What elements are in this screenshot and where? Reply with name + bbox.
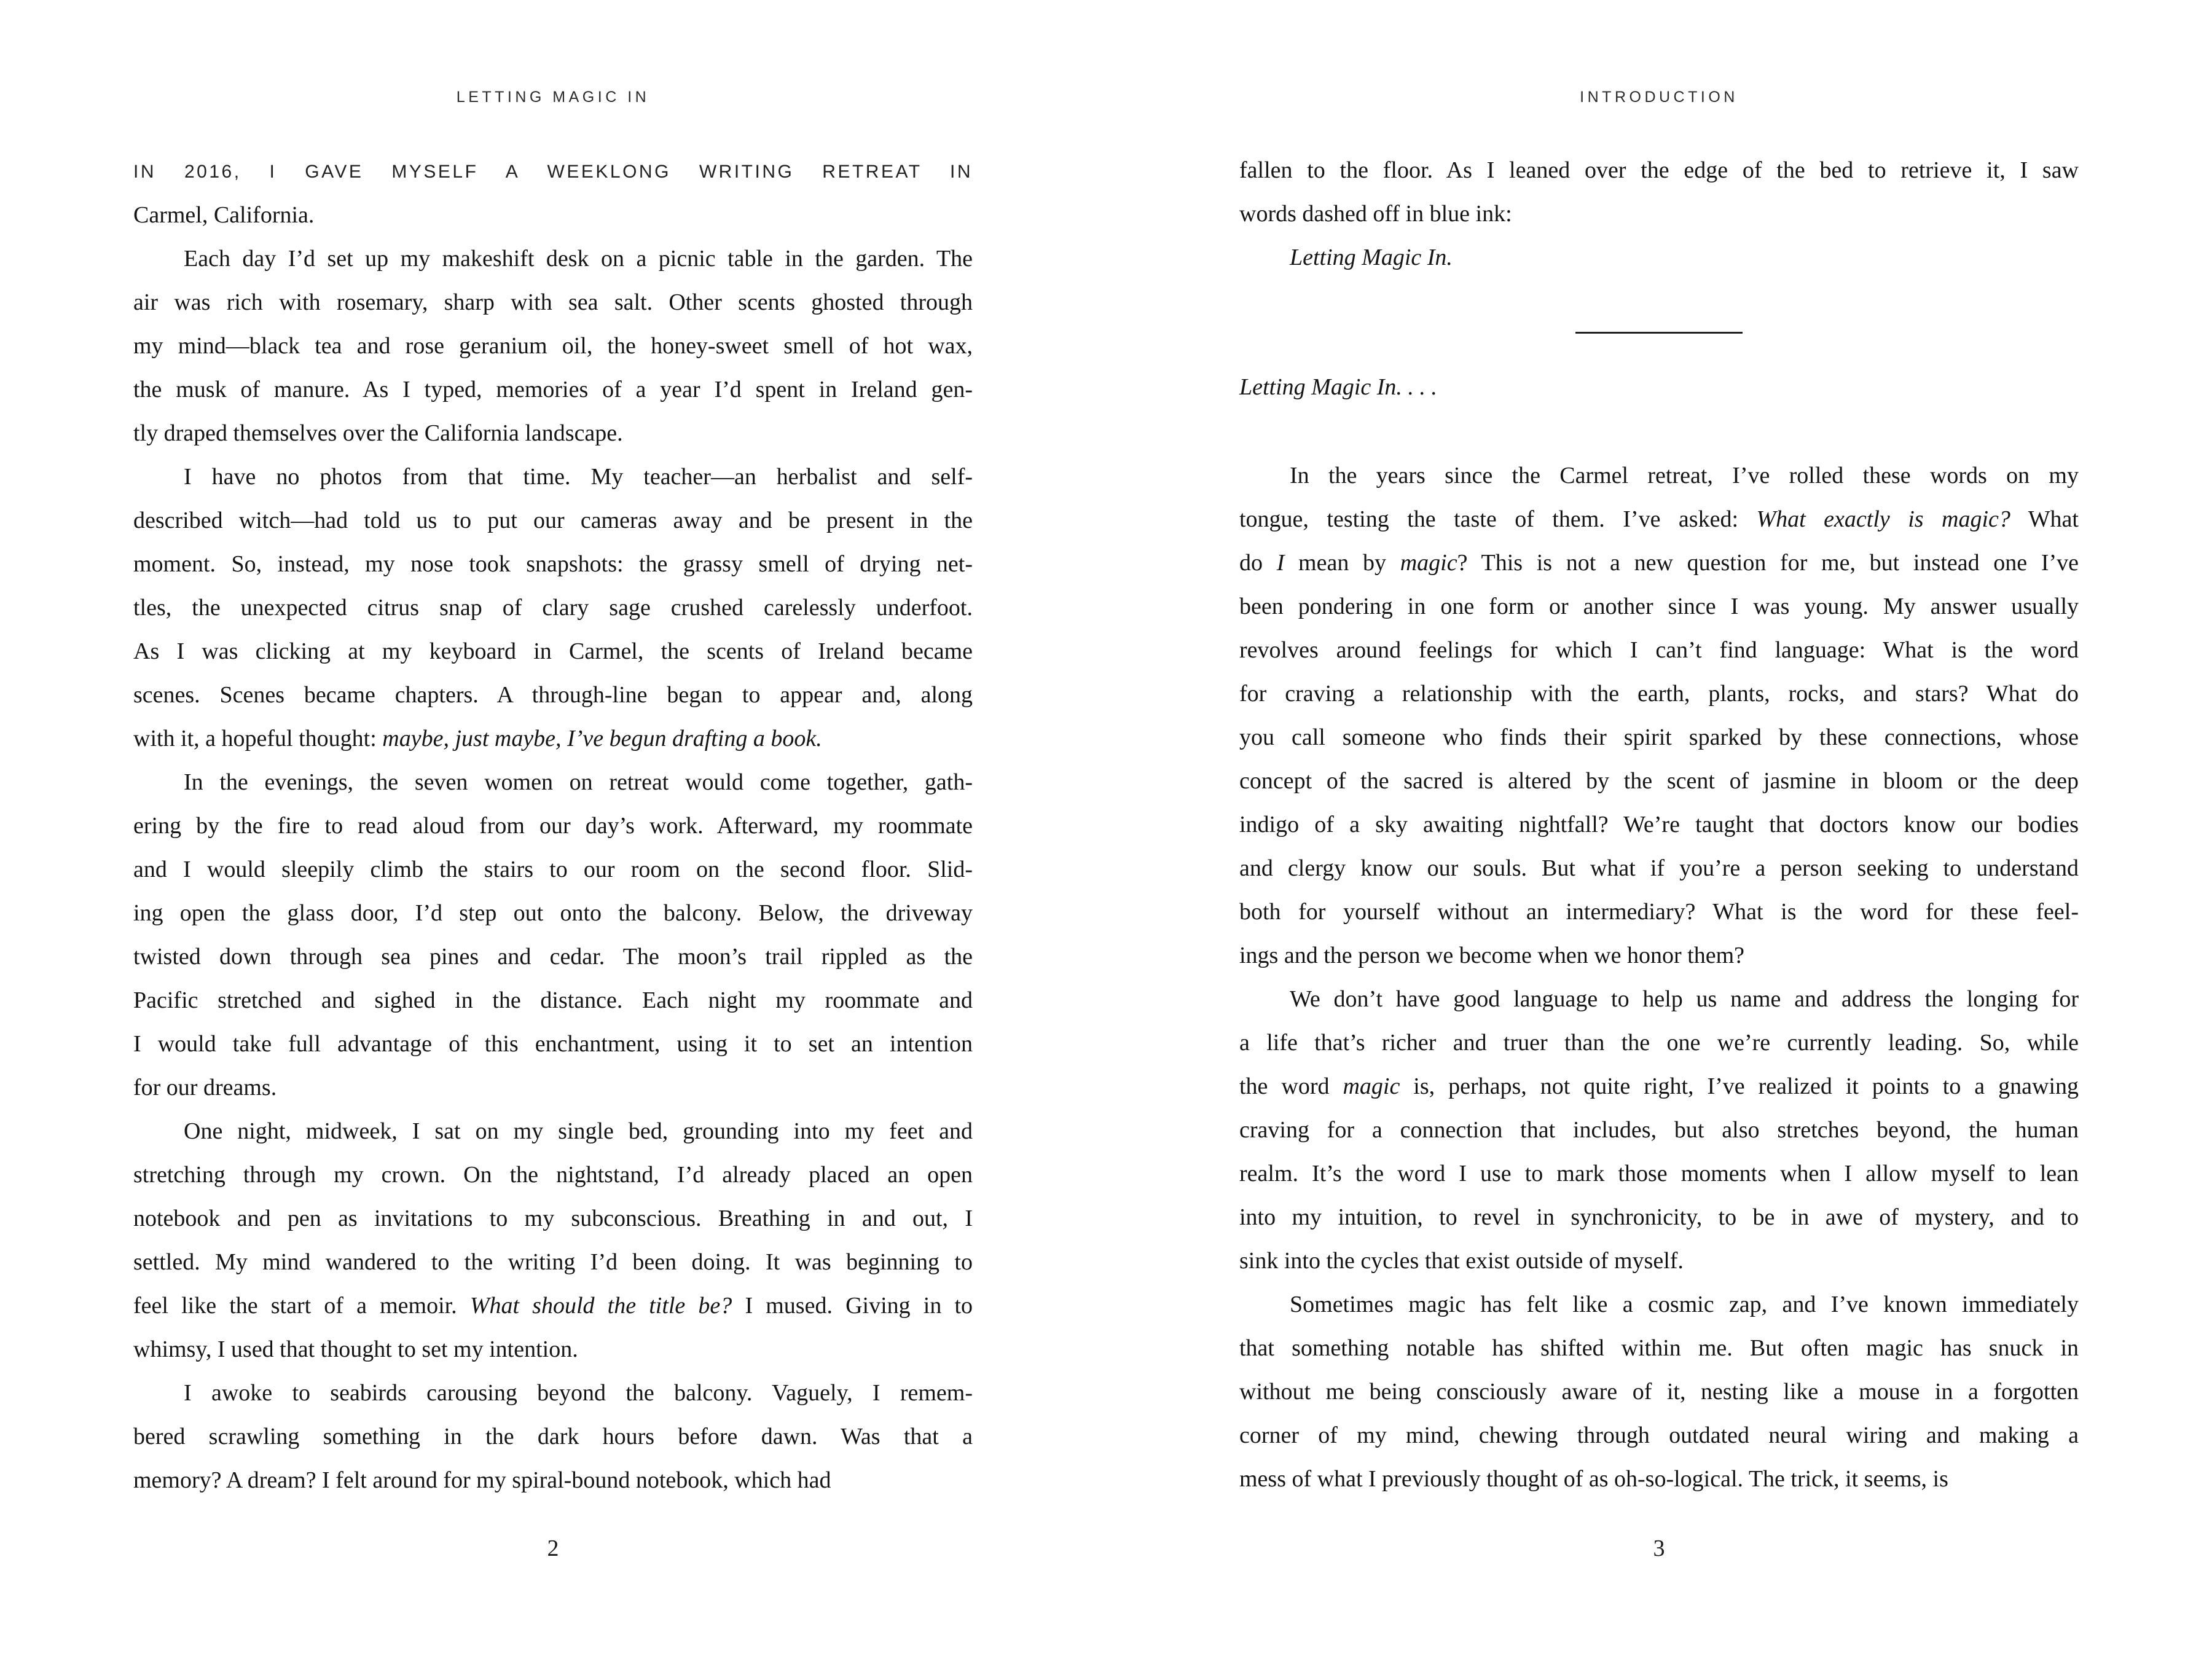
text-line xyxy=(133,499,973,543)
paragraph xyxy=(1239,978,2079,1283)
text-line xyxy=(133,412,973,455)
text-run: What xyxy=(2010,506,2079,532)
text-run: both for yourself without an intermediary? What is the word for these feel- xyxy=(1239,899,2079,925)
italic-run: magic xyxy=(1400,550,1457,576)
text-line xyxy=(133,1197,973,1241)
text-run: whimsy, I used that thought to set my intention. xyxy=(133,1336,578,1362)
text-line xyxy=(1239,803,2079,847)
text-line xyxy=(133,543,973,586)
text-run: into my intuition, to revel in synchronicity, to be in awe of mystery, and to xyxy=(1239,1204,2079,1230)
text-line xyxy=(1239,236,2079,280)
text-line xyxy=(1239,672,2079,716)
text-line xyxy=(133,1371,973,1415)
text-line xyxy=(133,586,973,630)
paragraph xyxy=(133,149,973,237)
text-run: my mind—black tea and rose geranium oil, the honey-sweet smell of hot wax, xyxy=(133,333,973,359)
text-line xyxy=(1239,585,2079,629)
text-line xyxy=(133,1284,973,1328)
text-run: I have no photos from that time. My teacher—an herbalist and self- xyxy=(184,464,973,490)
page-right xyxy=(1106,0,2212,1659)
paragraph xyxy=(133,237,973,455)
text-run: with it, a hopeful thought: xyxy=(133,726,383,751)
text-run: As I was clicking at my keyboard in Carmel, the scents of Ireland became xyxy=(133,638,973,664)
paragraph xyxy=(1239,366,2079,409)
italic-run: magic xyxy=(1343,1073,1400,1099)
text-run: do xyxy=(1239,550,1277,576)
text-run: for our dreams. xyxy=(133,1075,277,1100)
text-run: In the years since the Carmel retreat, I’ve rolled these words on my xyxy=(1290,463,2079,488)
text-run: I awoke to seabirds carousing beyond the balcony. Vaguely, I remem- xyxy=(184,1380,973,1406)
text-line xyxy=(133,804,973,848)
text-run: memory? A dream? I felt around for my spiral-bound notebook, which had xyxy=(133,1467,831,1493)
text-line xyxy=(133,237,973,281)
text-block-left xyxy=(133,149,973,1502)
page-number-right: 3 xyxy=(1653,1535,1665,1561)
italic-run: maybe, just maybe, I’ve begun drafting a book. xyxy=(382,726,822,751)
text-line xyxy=(133,1066,973,1110)
text-run: the word xyxy=(1239,1073,1343,1099)
text-run: corner of my mind, chewing through outdated neural wiring and making a xyxy=(1239,1422,2079,1448)
text-line xyxy=(1239,149,2079,192)
text-run: you call someone who finds their spirit sparked by these connections, whose xyxy=(1239,724,2079,750)
text-run: without me being consciously aware of it, nesting like a mouse in a forgotten xyxy=(1239,1379,2079,1405)
text-run: a life that’s richer and truer than the one we’re currently leading. So, while xyxy=(1239,1030,2079,1056)
text-line xyxy=(1239,1327,2079,1370)
text-line xyxy=(1239,192,2079,236)
italic-run: Letting Magic In. . . . xyxy=(1239,374,1437,400)
paragraph xyxy=(133,455,973,761)
text-line xyxy=(1239,978,2079,1021)
text-run: sink into the cycles that exist outside of myself. xyxy=(1239,1248,1684,1274)
italic-run: Letting Magic In. xyxy=(1290,245,1453,270)
text-run: One night, midweek, I sat on my single bed, grounding into my feet and xyxy=(184,1118,973,1144)
text-line xyxy=(1239,454,2079,498)
text-run: craving for a connection that includes, but also stretches beyond, the human xyxy=(1239,1117,2079,1143)
text-run: ering by the fire to read aloud from our day’s work. Afterward, my roommate xyxy=(133,813,973,839)
text-run: tly draped themselves over the California landscape. xyxy=(133,420,623,446)
text-line xyxy=(133,1153,973,1197)
text-line xyxy=(133,149,973,194)
text-run: I mused. Giving in to xyxy=(732,1293,973,1319)
text-line xyxy=(1239,716,2079,759)
text-line xyxy=(133,717,973,761)
text-run: tongue, testing the taste of them. I’ve asked: xyxy=(1239,506,1757,532)
paragraph xyxy=(1239,1283,2079,1501)
text-run: tles, the unexpected citrus snap of clary sage crushed carelessly underfoot. xyxy=(133,595,973,621)
text-line xyxy=(1239,629,2079,672)
text-run: I would take full advantage of this enchantment, using it to set an intention xyxy=(133,1031,973,1057)
text-run: ing open the glass door, I’d step out onto the balcony. Below, the driveway xyxy=(133,900,973,926)
text-run: In the evenings, the seven women on retreat would come together, gath- xyxy=(184,769,973,795)
text-line xyxy=(1239,934,2079,978)
paragraph xyxy=(1239,236,2079,280)
text-run: the musk of manure. As I typed, memories of a year I’d spent in Ireland gen- xyxy=(133,377,973,402)
paragraph xyxy=(1239,454,2079,978)
text-run: ings and the person we become when we honor them? xyxy=(1239,943,1745,968)
text-run: that something notable has shifted within me. But often magic has snuck in xyxy=(1239,1335,2079,1361)
text-run: and I would sleepily climb the stairs to our room on the second floor. Slid- xyxy=(133,857,973,882)
page-number-left: 2 xyxy=(547,1535,559,1561)
text-run: is, perhaps, not quite right, I’ve realized it points to a gnawing xyxy=(1400,1073,2079,1099)
text-run: ? This is not a new question for me, but instead one I’ve xyxy=(1457,550,2079,576)
text-run: revolves around feelings for which I can’t find language: What is the word xyxy=(1239,637,2079,663)
text-run: air was rich with rosemary, sharp with sea salt. Other scents ghosted through xyxy=(133,289,973,315)
text-run: mean by xyxy=(1284,550,1400,576)
text-line xyxy=(1239,498,2079,541)
italic-run: I xyxy=(1276,550,1285,576)
text-line xyxy=(1239,890,2079,934)
text-run: scenes. Scenes became chapters. A through-line began to appear and, along xyxy=(133,682,973,708)
paragraph xyxy=(133,1110,973,1371)
text-line xyxy=(1239,1239,2079,1283)
text-line xyxy=(133,368,973,412)
text-run: indigo of a sky awaiting nightfall? We’re taught that doctors know our bodies xyxy=(1239,812,2079,837)
text-line xyxy=(1239,1414,2079,1457)
text-run: for craving a relationship with the earth, plants, rocks, and stars? What do xyxy=(1239,681,2079,707)
text-run: been pondering in one form or another since I was young. My answer usually xyxy=(1239,594,2079,619)
text-run: notebook and pen as invitations to my subconscious. Breathing in and out, I xyxy=(133,1206,973,1231)
text-run: Sometimes magic has felt like a cosmic zap, and I’ve known immediately xyxy=(1290,1292,2079,1317)
text-line xyxy=(133,455,973,499)
paragraph xyxy=(1239,149,2079,236)
text-line xyxy=(1239,541,2079,585)
text-line xyxy=(133,892,973,935)
text-run: settled. My mind wandered to the writing I’d been doing. It was beginning to xyxy=(133,1249,973,1275)
text-line xyxy=(1239,759,2079,803)
text-run: realm. It’s the word I use to mark those moments when I allow myself to lean xyxy=(1239,1161,2079,1186)
opening-smallcaps-run: IN 2016, I GAVE MYSELF A WEEKLONG WRITING RETREAT IN xyxy=(133,162,973,182)
text-run: Each day I’d set up my makeshift desk on a picnic table in the garden. The xyxy=(184,246,973,272)
text-run: and clergy know our souls. But what if you’re a person seeking to understand xyxy=(1239,855,2079,881)
text-run: words dashed off in blue ink: xyxy=(1239,201,1512,227)
text-line xyxy=(133,1022,973,1066)
paragraph xyxy=(133,1371,973,1502)
text-line xyxy=(1239,1283,2079,1327)
section-divider xyxy=(1575,332,1743,334)
running-header-left: LETTING MAGIC IN xyxy=(456,88,650,106)
text-line xyxy=(1239,1152,2079,1196)
text-line xyxy=(133,1328,973,1371)
text-line xyxy=(1239,1196,2079,1239)
text-run: moment. So, instead, my nose took snapshots: the grassy smell of drying net- xyxy=(133,551,973,577)
text-line xyxy=(133,935,973,979)
text-line xyxy=(1239,1370,2079,1414)
text-line xyxy=(133,324,973,368)
running-header-right: INTRODUCTION xyxy=(1580,88,1738,106)
text-run: twisted down through sea pines and cedar. The moon’s trail rippled as the xyxy=(133,944,973,970)
text-run: concept of the sacred is altered by the scent of jasmine in bloom or the deep xyxy=(1239,768,2079,794)
text-line xyxy=(1239,1457,2079,1501)
text-run: described witch—had told us to put our cameras away and be present in the xyxy=(133,508,973,533)
text-line xyxy=(133,1459,973,1502)
italic-run: What should the title be? xyxy=(469,1293,732,1319)
text-run: bered scrawling something in the dark hours before dawn. Was that a xyxy=(133,1424,973,1449)
text-line xyxy=(1239,1065,2079,1108)
italic-run: What exactly is magic? xyxy=(1756,506,2010,532)
text-line xyxy=(1239,1021,2079,1065)
text-run: mess of what I previously thought of as oh-so-logical. The trick, it seems, is xyxy=(1239,1466,1948,1492)
text-line xyxy=(1239,1108,2079,1152)
text-line xyxy=(133,630,973,673)
text-line xyxy=(133,194,973,237)
paragraph xyxy=(133,761,973,1110)
text-run: Carmel, California. xyxy=(133,202,315,228)
text-line xyxy=(133,1415,973,1459)
text-line xyxy=(133,281,973,324)
text-block-right xyxy=(1239,149,2079,1501)
text-line xyxy=(1239,366,2079,409)
text-line xyxy=(133,1241,973,1284)
text-line xyxy=(133,979,973,1022)
text-run: fallen to the floor. As I leaned over the edge of the bed to retrieve it, I saw xyxy=(1239,157,2079,183)
text-line xyxy=(133,1110,973,1153)
text-run: stretching through my crown. On the nightstand, I’d already placed an open xyxy=(133,1162,973,1188)
text-line xyxy=(133,848,973,892)
text-line xyxy=(133,673,973,717)
text-line xyxy=(133,761,973,804)
text-run: We don’t have good language to help us name and address the longing for xyxy=(1290,986,2079,1012)
text-run: feel like the start of a memoir. xyxy=(133,1293,470,1319)
text-line xyxy=(1239,847,2079,890)
text-run: Pacific stretched and sighed in the distance. Each night my roommate and xyxy=(133,987,973,1013)
